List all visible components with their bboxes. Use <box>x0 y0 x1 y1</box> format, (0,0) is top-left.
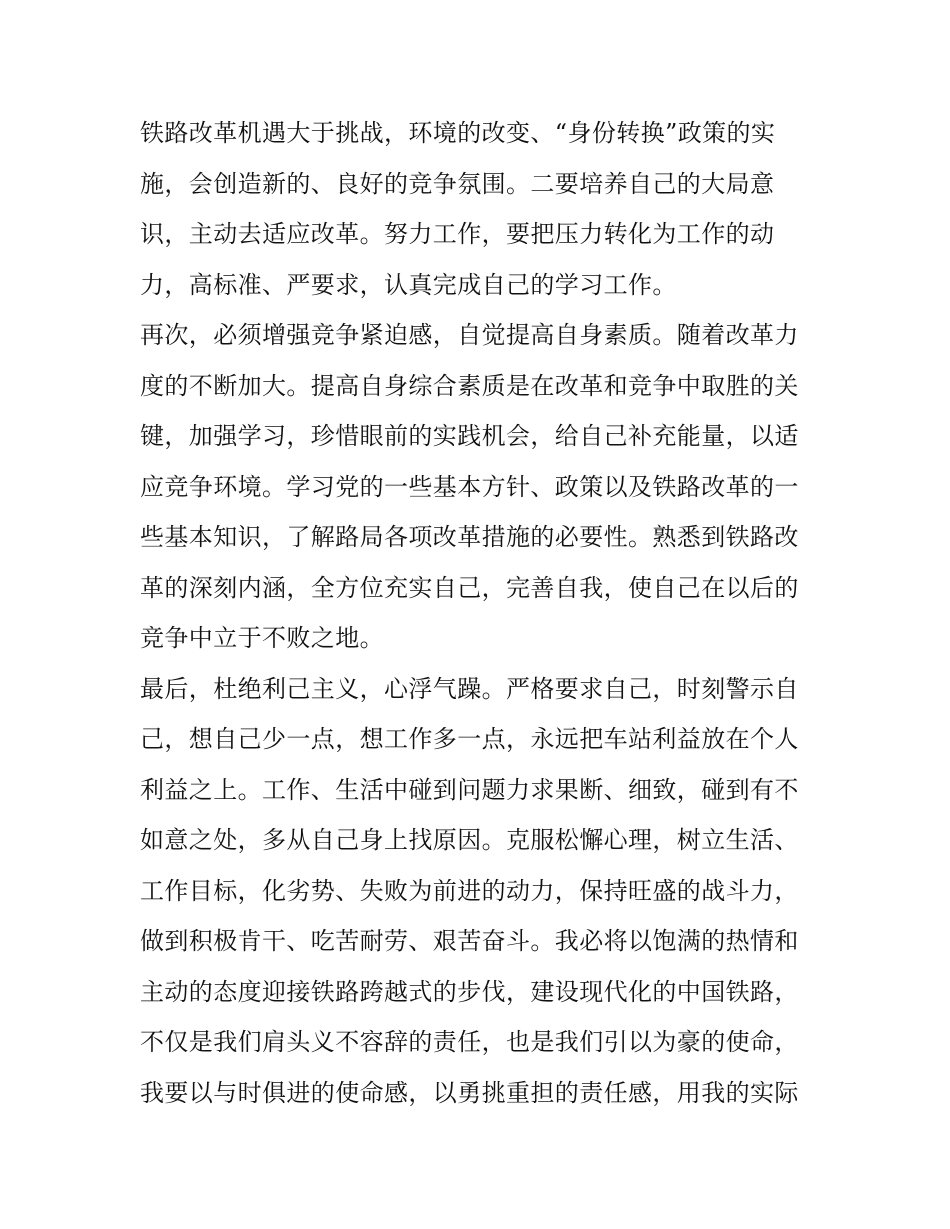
text-line: 如意之处，多从自己身上找原因。克服松懈心理，树立生活、 <box>140 826 799 854</box>
text-line: 主动的态度迎接铁路跨越式的步伐，建设现代化的中国铁路， <box>140 977 799 1006</box>
text-line: 革的深刻内涵，全方位充实自己，完善自我，使自己在以后的 <box>140 573 799 602</box>
text-line: 施，会创造新的、良好的竞争氛围。二要培养自己的大局意 <box>140 169 775 198</box>
text-line: 我要以与时俱进的使命感，以勇挑重担的责任感，用我的实际 <box>140 1078 799 1107</box>
text-line: 做到积极肯干、吃苦耐劳、艰苦奋斗。我必将以饱满的热情和 <box>140 927 799 955</box>
text-line: 最后，杜绝利己主义，心浮气躁。严格要求自己，时刻警示自 <box>140 674 799 703</box>
text-line: 铁路改革机遇大于挑战，环境的改变、“身份转换”政策的实 <box>140 119 776 147</box>
text-line: 识，主动去适应改革。努力工作，要把压力转化为工作的动 <box>140 220 775 248</box>
text-line: 利益之上。工作、生活中碰到问题力求果断、细致，碰到有不 <box>140 775 799 804</box>
text-line: 力，高标准、严要求，认真完成自己的学习工作。 <box>140 270 677 299</box>
body-text <box>140 108 820 1118</box>
text-line: 再次，必须增强竞争紧迫感，自觉提高自身素质。随着改革力 <box>140 321 799 349</box>
text-line: 度的不断加大。提高自身综合素质是在改革和竞争中取胜的关 <box>140 371 799 400</box>
text-line: 竞争中立于不败之地。 <box>140 624 384 652</box>
text-line: 己，想自己少一点，想工作多一点，永远把车站利益放在个人 <box>140 725 799 753</box>
text-line: 些基本知识，了解路局各项改革措施的必要性。熟悉到铁路改 <box>140 523 799 551</box>
text-line: 应竞争环境。学习党的一些基本方针、政策以及铁路改革的一 <box>140 472 799 501</box>
text-line: 不仅是我们肩头义不容辞的责任，也是我们引以为豪的使命， <box>140 1028 799 1056</box>
text-line: 工作目标，化劣势、失败为前进的动力，保持旺盛的战斗力， <box>140 876 799 905</box>
text-line: 键，加强学习，珍惜眼前的实践机会，给自己补充能量，以适 <box>140 422 799 450</box>
